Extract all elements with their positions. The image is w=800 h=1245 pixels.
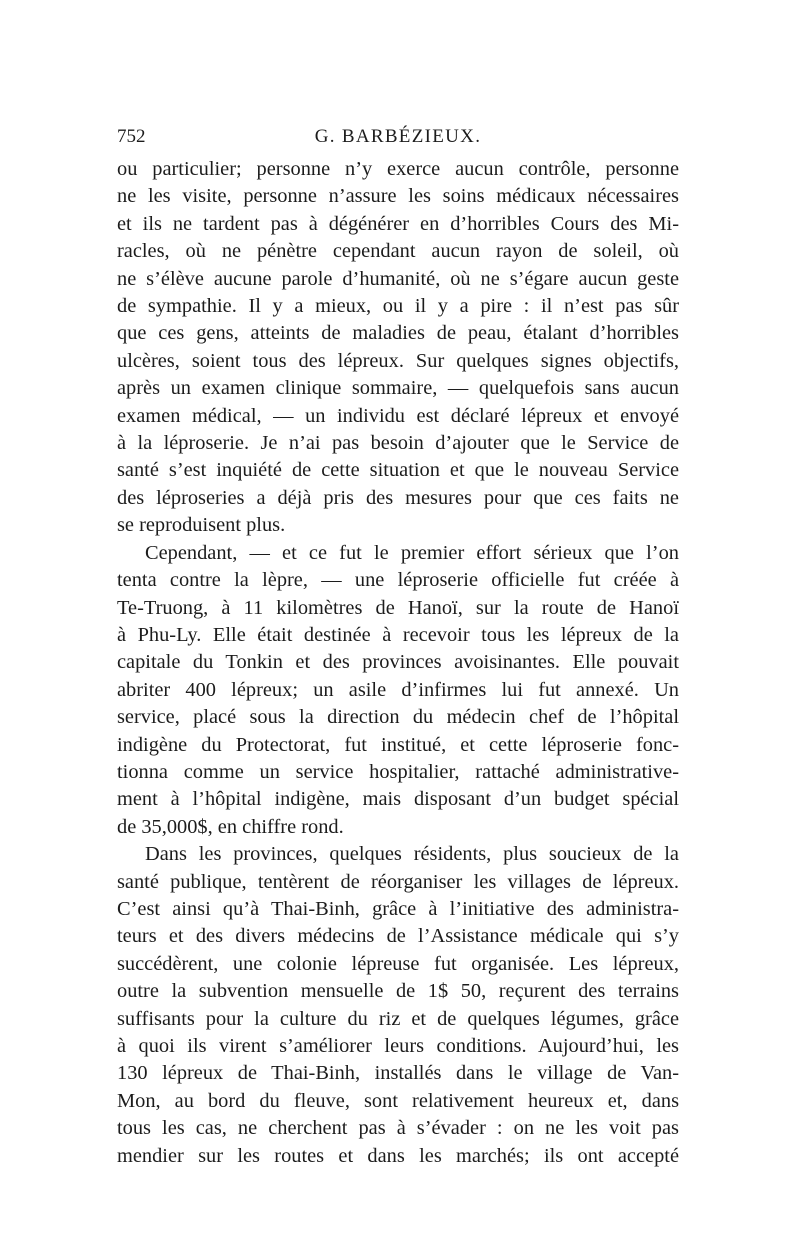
text-line: abriter 400 lépreux; un asile d’infirmes lui fut annexé. Un: [117, 678, 679, 701]
text-line: mendier sur les routes et dans les marchés; ils ont accepté: [117, 1144, 679, 1167]
paragraph-end-line: se reproduisent plus.: [117, 514, 286, 537]
text-line: tionna comme un service hospitalier, rattaché administrative-: [117, 760, 679, 783]
text-line: tous les cas, ne cherchent pas à s’évader : on ne les voit pas: [117, 1117, 679, 1140]
text-line: 130 lépreux de Thai-Binh, installés dans le village de Van-: [117, 1062, 679, 1085]
text-line: après un examen clinique sommaire, — quelquefois sans aucun: [117, 377, 679, 400]
text-line: ulcères, soient tous des lépreux. Sur quelques signes objectifs,: [117, 349, 679, 372]
body-text: [117, 156, 679, 1170]
page-number: 752: [117, 126, 146, 147]
text-line: Te-Truong, à 11 kilomètres de Hanoï, sur la route de Hanoï: [117, 596, 679, 619]
running-head: G. BARBÉZIEUX.: [314, 126, 482, 147]
text-line: à Phu-Ly. Elle était destinée à recevoir tous les lépreux de la: [117, 623, 679, 646]
text-line: à quoi ils virent s’améliorer leurs conditions. Aujourd’hui, les: [117, 1035, 679, 1057]
text-line: santé s’est inquiété de cette situation et que le nouveau Service: [117, 459, 679, 482]
paragraph-start-line: Cependant, — et ce fut le premier effort sérieux que l’on: [145, 541, 679, 564]
text-line: santé publique, tentèrent de réorganiser les villages de lépreux.: [117, 870, 679, 893]
page-header: [117, 126, 679, 156]
text-line: capitale du Tonkin et des provinces avoisinantes. Elle pouvait: [117, 651, 679, 674]
text-line: ou particulier; personne n’y exerce aucun contrôle, personne: [117, 158, 679, 180]
text-line: de sympathie. Il y a mieux, ou il y a pire : il n’est pas sûr: [117, 295, 679, 318]
text-line: ne s’élève aucune parole d’humanité, où ne s’égare aucun geste: [117, 267, 679, 290]
text-line: des léproseries a déjà pris des mesures pour que ces faits ne: [117, 486, 679, 509]
paragraph-end-line: de 35,000$, en chiffre rond.: [117, 815, 344, 838]
text-line: ne les visite, personne n’assure les soins médicaux nécessaires: [117, 185, 679, 208]
text-line: tenta contre la lèpre, — une léproserie officielle fut créée à: [117, 569, 679, 592]
text-line: Mon, au bord du fleuve, sont relativement heureux et, dans: [117, 1089, 679, 1112]
text-line: outre la subvention mensuelle de 1$ 50, reçurent des terrains: [117, 980, 679, 1003]
text-line: que ces gens, atteints de maladies de peau, étalant d’horribles: [117, 322, 679, 345]
text-line: indigène du Protectorat, fut institué, et cette léproserie fonc-: [117, 733, 679, 756]
text-line: succédèrent, une colonie lépreuse fut organisée. Les lépreux,: [117, 952, 679, 975]
text-line: service, placé sous la direction du médecin chef de l’hôpital: [117, 706, 679, 729]
text-line: à la léproserie. Je n’ai pas besoin d’ajouter que le Service de: [117, 432, 679, 455]
text-line: ment à l’hôpital indigène, mais disposant d’un budget spécial: [117, 788, 679, 811]
text-line: teurs et des divers médecins de l’Assistance médicale qui s’y: [117, 925, 679, 948]
text-line: suffisants pour la culture du riz et de quelques légumes, grâce: [117, 1007, 679, 1030]
paragraph-start-line: Dans les provinces, quelques résidents, plus soucieux de la: [145, 843, 679, 866]
text-line: et ils ne tardent pas à dégénérer en d’horribles Cours des Mi-: [117, 212, 679, 235]
text-line: examen médical, — un individu est déclaré lépreux et envoyé: [117, 404, 679, 427]
text-line: C’est ainsi qu’à Thai-Binh, grâce à l’initiative des administra-: [117, 897, 679, 920]
text-line: racles, où ne pénètre cependant aucun rayon de soleil, où: [117, 240, 679, 263]
